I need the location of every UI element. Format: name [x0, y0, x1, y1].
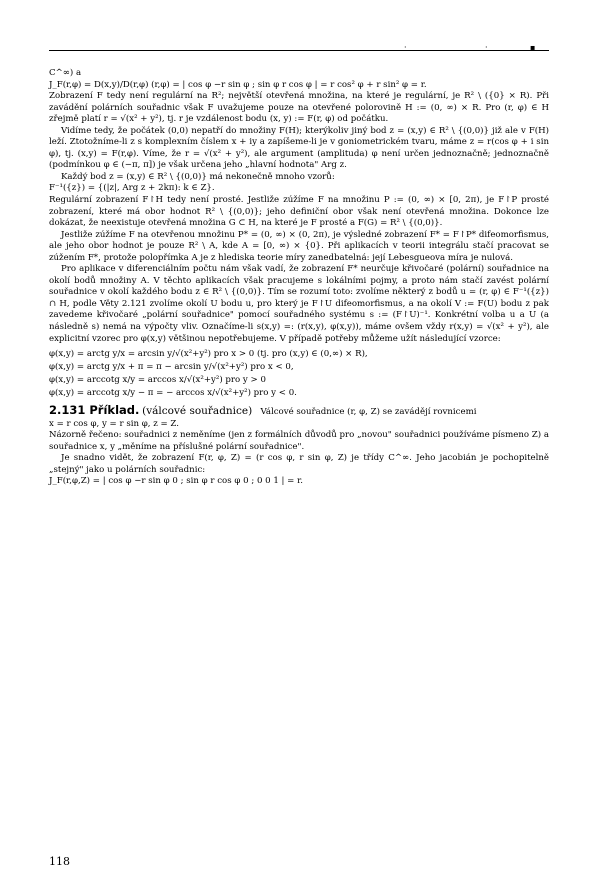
equation-preimage: F⁻¹({z}) = {(|z|, Arg z + 2kπ): k ∈ Z}. — [49, 183, 215, 194]
example-title: (válcové souřadnice) — [142, 405, 253, 418]
paragraph: Zobrazení F tedy není regulární na R²; největší otevřená množina, na které je regulární, je R² \ ({0} × R). Při zavádění polárních souřadnic však F uvažujeme pouze na otevřené polorovině H := (0, ∞) × R. Pro (r, φ) ∈ H zřejmě platí r = √(x² + y²), tj. r je vzdálenost bodu (x, y) := F(r, φ) od počátku. — [49, 91, 549, 125]
equation-jacobian-cylindrical: J_F(r,φ,Z) = | cos φ −r sin φ 0 ; sin φ r cos φ 0 ; 0 0 1 | = r. — [49, 476, 304, 487]
formula: φ(x,y) = arctg y/x + π = π − arcsin y/√(x²+y²) pro x < 0, — [49, 362, 294, 373]
header-mark: ▪ — [530, 43, 536, 52]
paragraph: C^∞) a — [49, 68, 82, 78]
example-lead: Válcové souřadnice (r, φ, Z) se zavádějí rovnicemi — [260, 407, 477, 418]
paragraph: Každý bod z = (x,y) ∈ R² \ {(0,0)} má nekonečně mnoho vzorů: — [61, 171, 335, 182]
formula: φ(x,y) = arctg y/x = arcsin y/√(x²+y²) pro x > 0 (tj. pro (x,y) ∈ (0,∞) × R), — [49, 349, 368, 360]
paragraph: Je snadno vidět, že zobrazení F(r, φ, Z) = (r cos φ, r sin φ, Z) je třídy C^∞. Jeho jacobián je pochopitelně „stejný" jako u polárních souřadnic: — [49, 453, 549, 475]
equation-jacobian-polar: J_F(r,φ) = D(x,y)/D(r,φ) (r,φ) = | cos φ −r sin φ ; sin φ r cos φ | = r cos² φ + r sin² φ = r. — [49, 79, 427, 90]
example-number: 2.131 Příklad. — [49, 403, 140, 418]
header-mark: · — [404, 43, 407, 52]
header-mark: · — [485, 43, 488, 52]
formula: φ(x,y) = arccotg x/y = arccos x/√(x²+y²) pro y > 0 — [49, 375, 266, 386]
formula: φ(x,y) = arccotg x/y − π = − arccos x/√(x²+y²) pro y < 0. — [49, 388, 297, 399]
paragraph: Jestliže zúžíme F na otevřenou množinu P* = (0, ∞) × (0, 2π), je výsledné zobrazení F* = F↾P* difeomorfismus, ale jeho obor hodnot je pouze R² \ A, kde A = [0, ∞) × {0}. Při aplikacích v teorii integrálu stačí pracovat se zúžením F*, protože polopřímka A je z hlediska teorie míry zanedbatelná: její Lebesgueova míra je nulová. — [49, 229, 549, 263]
formula-list — [49, 349, 549, 401]
page-number: 118 — [49, 855, 70, 868]
paragraph: Názorně řečeno: souřadnici z neměníme (jen z formálních důvodů pro „novou" souřadnici používáme písmeno Z) a souřadnice x, y „měníme na příslušné polární souřadnice". — [49, 430, 549, 452]
page-body — [49, 68, 549, 488]
equation-cylindrical: x = r cos φ, y = r sin φ, z = Z. — [49, 418, 179, 429]
header-rule — [49, 50, 549, 51]
paragraph: Vidíme tedy, že počátek (0,0) nepatří do množiny F(H); kterýkoliv jiný bod z = (x,y) ∈ R² \ {(0,0)} již ale v F(H) leží. Ztotožníme-li z s komplexním číslem x + iy a zapíšeme-li je v goniometrickém tvaru, máme z = r(cos φ + i sin φ), tj. (x,y) = F(r,φ). Víme, že r = √(x² + y²), ale argument (amplituda) φ není určen jednoznačně; jednoznačně (podmínkou φ ∈ (−π, π]) je však určena jeho „hlavní hodnota" Arg z. — [49, 125, 549, 171]
example-heading — [49, 405, 549, 419]
paragraph: Pro aplikace v diferenciálním počtu nám však vadí, že zobrazení F* neurčuje křivočaré (polární) souřadnice na okolí bodů množiny A. V těchto aplikacích však pracujeme s lokálními pojmy, a proto nám stačí zavést polární souřadnice v okolí každého bodu z ∈ R² \ {(0,0)}. Tím se rozumí toto: zvolíme některý z bodů u = (r, φ) ∈ F⁻¹({z}) ∩ H, podle Věty 2.121 zvolíme okolí U bodu u, pro který je F↾U difeomorfismus, a na okolí V := F(U) bodu z pak zavedeme křivočaré „polární souřadnice" pomocí souřadného systému s := (F↾U)⁻¹. Konkrétní volba u a U (a následně s) nemá na výpočty vliv. Označíme-li s(x,y) =: (r(x,y), φ(x,y)), máme ovšem vždy r(x,y) = √(x² + y²), ale explicitní vzorec pro φ(x,y) většinou nepotřebujeme. V případě potřeby můžeme užít následující vzorce: — [49, 264, 549, 344]
paragraph: Regulární zobrazení F↾H tedy není prosté. Jestliže zúžíme F na množinu P := (0, ∞) × [0, 2π), je F↾P prosté zobrazení, které má obor hodnot R² \ {(0,0)}; jeho definiční obor však není otevřená množina. Dokonce lze dokázat, že neexistuje otevřená množina G ⊂ H, na které je F prosté a F(G) = R² \ {(0,0)}. — [49, 195, 549, 229]
